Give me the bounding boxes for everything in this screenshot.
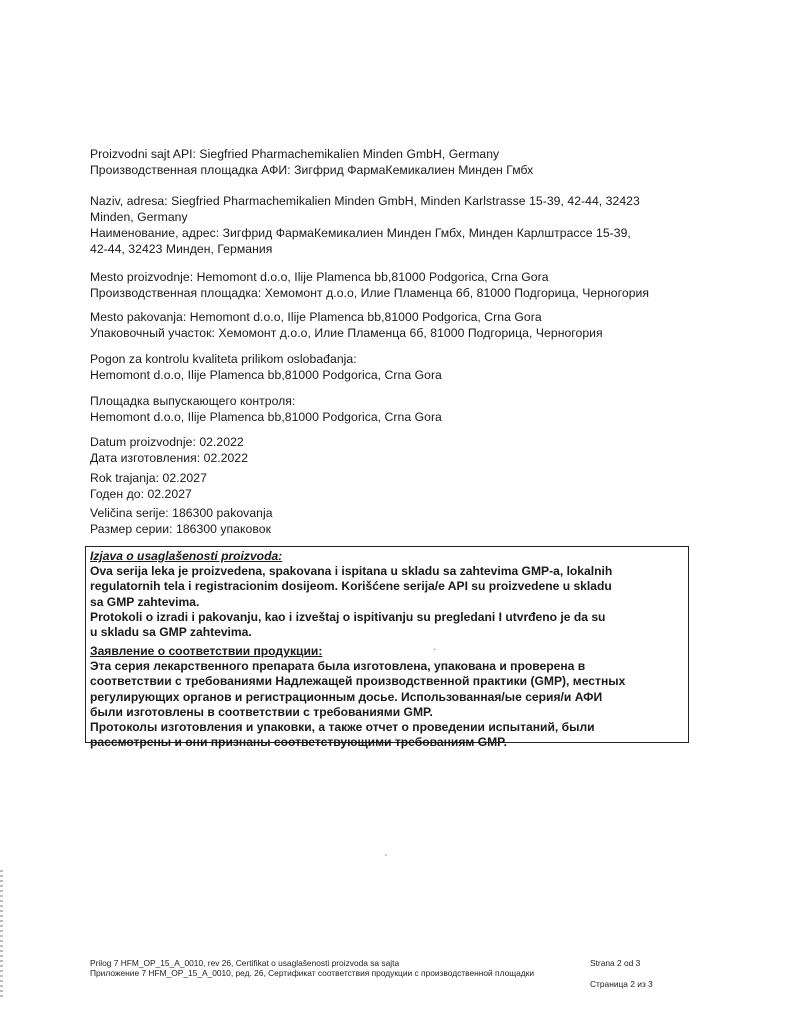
declaration-sr-line: Protokoli o izradi i pakovanju, kao i izveštaj o ispitivanju su pregledani I utvrđeno je da su xyxy=(90,609,606,624)
address-sr-line2: Minden, Germany xyxy=(90,210,188,224)
declaration-sr-line: regulatornih tela i registracionim dosijeom. Korišćene serija/e API su proizvedene u skladu xyxy=(90,579,612,594)
qc-release-value: Hemomont d.o.o, Ilije Plamenca bb,81000 Podgorica, Crna Gora xyxy=(90,368,442,382)
declaration-ru xyxy=(90,644,684,750)
declaration-box xyxy=(85,546,689,750)
qc-release-block xyxy=(90,351,690,383)
api-site-ru: Производственная площадка АФИ: Зигфрид ФармаКемикалиен Минден Гмбх xyxy=(90,163,534,177)
api-site-sr: Proizvodni sajt API: Siegfried Pharmachemikalien Minden GmbH, Germany xyxy=(90,147,500,161)
batch-size-ru: Размер серии: 186300 упаковок xyxy=(90,522,271,536)
release-control-label: Площадка выпускающего контроля: xyxy=(90,394,296,408)
scan-speck: ˏ xyxy=(384,846,388,857)
declaration-ru-line: соответствии с требованиями Надлежащей производственной практики (GMP), местных xyxy=(90,674,626,689)
packaging-site-sr: Mesto pakovanja: Hemomont d.o.o, Ilije Plamenca bb,81000 Podgorica, Crna Gora xyxy=(90,310,542,324)
api-site-block xyxy=(90,146,690,178)
manufacture-date-sr: Datum proizvodnje: 02.2022 xyxy=(90,435,244,449)
expiry-sr: Rok trajanja: 02.2027 xyxy=(90,471,207,485)
packaging-site-block xyxy=(90,309,690,341)
address-ru-line2: 42-44, 32423 Минден, Германия xyxy=(90,242,273,256)
declaration-ru-line: регулирующих органов и регистрационным досье. Использованная/ые серия/и АФИ xyxy=(90,689,603,704)
manufacture-date-block xyxy=(90,434,690,466)
declaration-ru-line: рассмотрены и они признаны соответствующими требованиям GMP. xyxy=(90,735,508,750)
manufacture-date-ru: Дата изготовления: 02.2022 xyxy=(90,451,249,465)
packaging-site-ru: Упаковочный участок: Хемомонт д.о.о, Илие Пламенца 6б, 81000 Подгорица, Черногория xyxy=(90,326,603,340)
expiry-block xyxy=(90,470,690,502)
manufacturing-site-ru: Производственная площадка: Хемомонт д.о.о, Илие Пламенца 6б, 81000 Подгорица, Черногория xyxy=(90,286,650,300)
scan-edge-artifact xyxy=(0,870,3,1000)
release-control-block xyxy=(90,393,690,425)
manufacturing-site-sr: Mesto proizvodnje: Hemomont d.o.o, Ilije Plamenca bb,81000 Podgorica, Crna Gora xyxy=(90,270,549,284)
address-ru-line1: Наименование, адрес: Зигфрид ФармаКемикалиен Минден Гмбх, Минден Карлштрассе 15-39, xyxy=(90,226,631,240)
declaration-ru-line: Эта серия лекарственного препарата была изготовлена, упакована и проверена в xyxy=(90,659,586,674)
declaration-ru-line: Протоколы изготовления и упаковки, а также отчет о проведении испытаний, были xyxy=(90,720,595,735)
footer-ru: Приложение 7 HFM_OP_15_A_0010, ред. 26, Сертификат соответствия продукции с производственной площадки xyxy=(90,968,534,978)
declaration-ru-heading: Заявление о соответствии продукции: xyxy=(90,644,323,658)
scan-dot: · xyxy=(433,644,437,655)
declaration-sr-line: sa GMP zahtevima. xyxy=(90,594,200,609)
address-sr-line1: Naziv, adresa: Siegfried Pharmachemikalien Minden GmbH, Minden Karlstrasse 15-39, 42-44, 32423 xyxy=(90,194,640,208)
footer-sr: Prilog 7 HFM_OP_15_A_0010, rev 26, Certifikat o usaglašenosti proizvoda sa sajta xyxy=(90,958,400,968)
expiry-ru: Годен до: 02.2027 xyxy=(90,487,192,501)
release-control-value: Hemomont d.o.o, Ilije Plamenca bb,81000 Podgorica, Crna Gora xyxy=(90,410,442,424)
declaration-sr-heading: Izjava o usaglašenosti proizvoda: xyxy=(90,549,283,563)
qc-release-label: Pogon za kontrolu kvaliteta prilikom oslobađanja: xyxy=(90,352,357,366)
footer-page-sr: Strana 2 od 3 xyxy=(590,958,641,968)
declaration-sr xyxy=(90,549,684,640)
address-block xyxy=(90,193,690,257)
declaration-sr-line: Ova serija leka je proizvedena, spakovana i ispitana u skladu sa zahtevima GMP-a, lokalnih xyxy=(90,564,613,579)
batch-size-block xyxy=(90,505,690,537)
batch-size-sr: Veličina serije: 186300 pakovanja xyxy=(90,506,273,520)
declaration-sr-line: u skladu sa GMP zahtevima. xyxy=(90,625,252,640)
declaration-ru-line: были изготовлены в соответствии с требованиями GMP. xyxy=(90,704,433,719)
manufacturing-site-block xyxy=(90,269,690,301)
footer-page-ru: Страница 2 из 3 xyxy=(590,979,653,989)
